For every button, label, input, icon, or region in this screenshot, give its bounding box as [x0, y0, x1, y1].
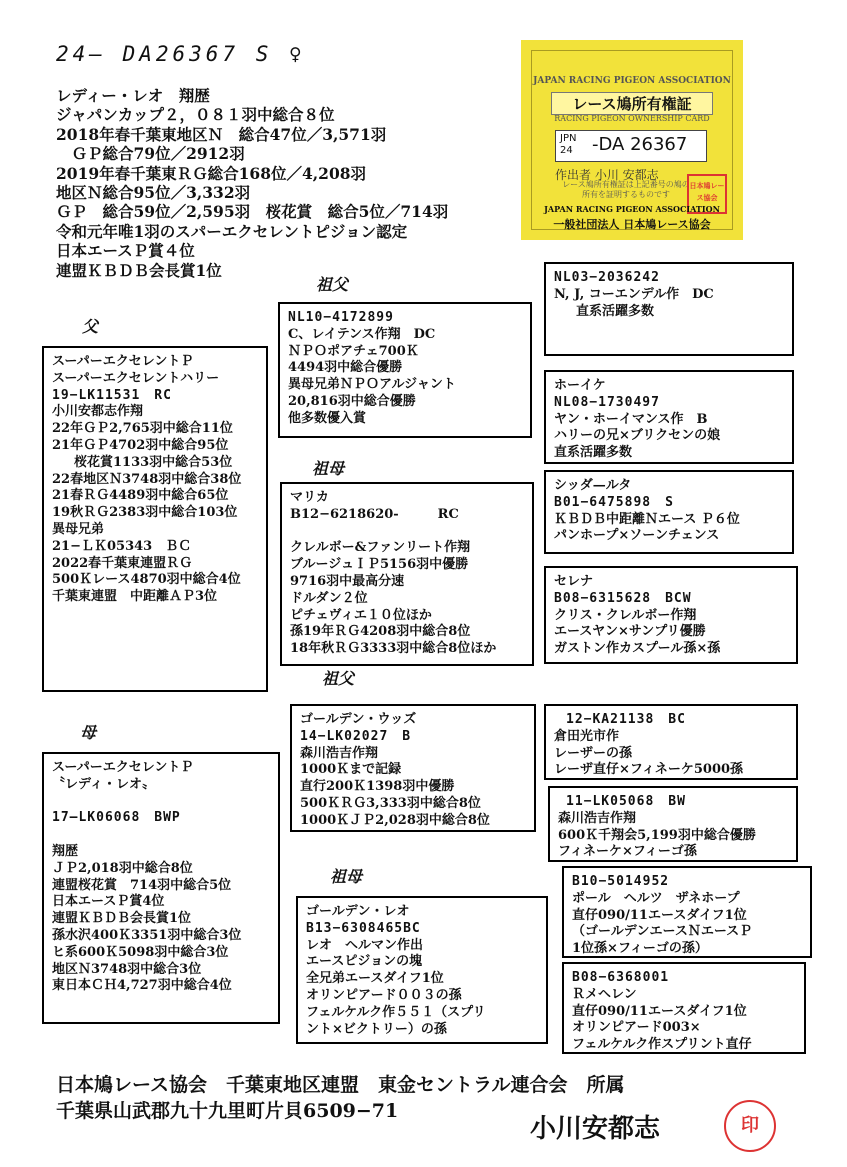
ownership-card [521, 40, 743, 240]
great-grandparent-box-1 [544, 262, 794, 356]
granddam2-line: レオ ヘルマン作出 [306, 937, 424, 953]
dam-box [42, 752, 280, 1024]
dam-line: 連盟ＫＢＤＢ会長賞1位 [52, 911, 192, 927]
ggp8-line: フェルケルク作スプリント直仔 [572, 1037, 752, 1053]
grandsire2-line: ゴールデン・ウッズ [300, 712, 417, 727]
granddam1-line [290, 524, 524, 541]
sire-line: スーパーエクセレントＰ [52, 354, 194, 369]
ggp8-ring: B08−6368001 [572, 970, 670, 985]
grandsire1-ring: NL10−4172899 [288, 310, 394, 325]
summary-line: 令和元年唯1羽のスパーエクセレントピジョン認定 [56, 221, 408, 241]
card-maker: 作出者 小川 安都志 [555, 168, 659, 182]
granddam2-line: オリンピアード００３の孫 [306, 987, 462, 1003]
grandsire2-line: 直行200Ｋ1398羽中優勝 [300, 779, 455, 795]
sire-line: スーパーエクセレントハリー [52, 370, 220, 386]
granddam1-line: クレルボー&ファンリート作翔 [290, 540, 471, 556]
ggp7-line: 1位孫×フィーゴの孫） [572, 941, 708, 957]
sire-line: 異母兄弟 [52, 521, 105, 537]
ggp1-line: 直系活躍多数 [576, 303, 655, 319]
granddam2-line: 全兄弟エースダイフ1位 [306, 971, 444, 987]
grandsire2-line: 500ＫＲＧ3,333羽中総合8位 [300, 795, 481, 811]
ggp6-line: フィネーケ×フィーゴ孫 [558, 844, 697, 860]
summary-line: 2019年春千葉東ＲＧ総合168位／4,208羽 [56, 163, 367, 183]
ggp2-line: ヤン・ホーイマンス作 B [554, 411, 708, 427]
granddam2-line: ゴールデン・レオ [306, 904, 410, 919]
grandsire-box-2 [290, 704, 536, 832]
granddam1-line: ブルージュＩＰ5156羽中優勝 [290, 557, 469, 573]
ggp1-line: N, J, コーエンデル作 DC [554, 286, 714, 302]
sire-line: 22年ＧＰ2,765羽中総合11位 [52, 421, 233, 437]
ggp8-line: オリンピアード003× [572, 1020, 701, 1036]
ggp3-line: ＫＢＤＢ中距離Ｎエース Ｐ６位 [554, 511, 740, 527]
ggp6-line: 森川浩吉作翔 [558, 810, 637, 826]
ggp8-line: Ｒメヘレン [572, 986, 637, 1002]
dam-line: 孫水沢400Ｋ3351羽中総合3位 [52, 927, 242, 943]
sire-line: 桜花賞1133羽中総合53位 [74, 454, 233, 470]
ggp6-ring: 11−LK05068 BW [566, 794, 686, 809]
granddam1-line: 孫19年ＲＧ4208羽中総合8位 [290, 624, 471, 640]
dam-line [52, 827, 270, 844]
sire-line: 500Ｋレース4870羽中総合4位 [52, 572, 241, 588]
ggp5-line: レーザ直仔×フィネーケ5000孫 [554, 762, 744, 778]
card-org-en: JAPAN RACING PIGEON ASSOCIATION [533, 76, 731, 86]
grandsire1-line: 20,816羽中総合優勝 [288, 393, 416, 409]
granddam1-ring: B12−6218620- RC [290, 506, 459, 522]
card-assoc-en: JAPAN RACING PIGEON ASSOCIATION [544, 204, 720, 214]
granddam-label-1: 祖母 [312, 459, 345, 478]
granddam1-line: ドルダン２位 [290, 590, 368, 606]
grandsire1-line: ＮＰＯポアチェ700Ｋ [288, 343, 419, 359]
great-grandparent-box-2 [544, 370, 794, 464]
card-note: レース鳩所有権証は上記番号の鳩の所有を証明するものです [562, 180, 690, 199]
grandsire1-line: 異母兄弟ＮＰＯアルジャント [288, 377, 456, 393]
great-grandparent-box-7 [562, 866, 812, 958]
card-ring-box [555, 130, 707, 162]
sire-line: 22春地区Ｎ3748羽中総合38位 [52, 471, 242, 487]
summary-line: 日本エースＰ賞４位 [56, 241, 195, 261]
summary-line: ＧＰ 総合59位／2,595羽 桜花賞 総合5位／714羽 [56, 202, 449, 222]
sire-line: 19秋ＲＧ2383羽中総合103位 [52, 505, 238, 521]
great-grandparent-box-4 [544, 566, 798, 664]
card-title-en: RACING PIGEON OWNERSHIP CARD [554, 114, 710, 123]
grandsire2-ring: 14−LK02027 B [300, 728, 412, 744]
owner-name: 小川安都志 [530, 1114, 661, 1144]
great-grandparent-box-5 [544, 704, 798, 780]
summary-line: 2018年春千葉東地区Ｎ 総合47位／3,571羽 [56, 124, 387, 144]
granddam-box-2 [296, 896, 548, 1044]
dam-line: 日本エースＰ賞4位 [52, 894, 165, 910]
ggp7-line: （ゴールデンエースＮエースＰ [572, 924, 753, 940]
granddam2-line: ント×ビクトリー）の孫 [306, 1021, 447, 1037]
ggp4-line: セレナ [554, 574, 594, 589]
great-grandparent-box-6 [548, 786, 798, 862]
great-grandparent-box-8 [562, 962, 806, 1054]
ggp7-line: ポール ヘルツ ザネホープ [572, 890, 740, 906]
ggp7-ring: B10−5014952 [572, 874, 670, 889]
card-assoc-jp: 一般社団法人 日本鳩レース協会 [553, 218, 711, 231]
owner-seal: 印 [724, 1100, 776, 1152]
dam-line: スーパーエクセレントＰ [52, 760, 194, 775]
sire-line: 21春ＲＧ4489羽中総合65位 [52, 488, 229, 504]
dam-line: 地区Ｎ3748羽中総合3位 [52, 961, 202, 977]
sire-line: 千葉東連盟 中距離ＡＰ3位 [52, 589, 218, 605]
granddam-label-2: 祖母 [330, 867, 363, 886]
grandsire1-line: 他多数優入賞 [288, 410, 367, 426]
ggp3-ring: B01−6475898 S [554, 494, 674, 510]
granddam2-line: エースピジョンの塊 [306, 954, 423, 970]
summary-line: ＧＰ総合79位／2912羽 [56, 144, 245, 164]
grandsire2-line: 1000ＫＪＰ2,028羽中総合8位 [300, 812, 490, 828]
ggp3-line: シッダ—ルタ [554, 478, 632, 493]
ggp4-ring: B08−6315628 BCW [554, 590, 692, 606]
card-jpn: JPN 24 [560, 133, 577, 156]
summary-line: 地区Ｎ総合95位／3,332羽 [56, 183, 251, 203]
ring-number: 24— DA26367 S ♀ [56, 42, 306, 66]
granddam2-ring: B13−6308465BC [306, 920, 421, 936]
granddam-box-1 [280, 482, 534, 666]
granddam1-line: ピチェヴィエ１０位ほか [290, 607, 432, 623]
sire-line: 21年ＧＰ4702羽中総合95位 [52, 437, 229, 453]
dam-ring: 17—LK06068 BWP [52, 810, 181, 826]
grandsire1-line: C、レイテンス作翔 DC [288, 326, 436, 342]
ggp1-ring: NL03−2036242 [554, 270, 660, 285]
dam-line: 連盟桜花賞 714羽中総合5位 [52, 877, 232, 893]
grandsire-label-1: 祖父 [316, 275, 349, 294]
ggp7-line: 直仔090/11エースダイフ1位 [572, 907, 747, 923]
sire-line: 2022春千葉東連盟ＲＧ [52, 555, 193, 571]
footer-address: 千葉県山武郡九十九里町片貝6509−71 [56, 1100, 399, 1122]
dam-label: 母 [80, 723, 97, 742]
granddam2-line: フェルケルク作５５１（スプリ [306, 1004, 486, 1020]
dam-line: 東日本ＣＨ4,727羽中総合4位 [52, 978, 232, 994]
ggp5-line: レーザーの孫 [554, 745, 633, 761]
granddam1-line: 9716羽中最高分速 [290, 573, 405, 589]
grandsire2-line: 森川浩吉作翔 [300, 745, 379, 761]
grandsire-label-2: 祖父 [322, 669, 355, 688]
card-stamp: 日本鳩レース協会 [687, 174, 727, 214]
ggp4-line: クリス・クレルボー作翔 [554, 607, 697, 623]
card-ring: -DA 26367 [592, 134, 688, 155]
dam-line: ヒ系600Ｋ5098羽中総合3位 [52, 944, 229, 960]
great-grandparent-box-3 [544, 470, 794, 554]
footer-affiliation: 日本鳩レース協会 千葉東地区連盟 東金セントラル連合会 所属 [56, 1074, 625, 1096]
ggp2-line: 直系活躍多数 [554, 445, 633, 461]
race-summary [56, 86, 448, 280]
sire-ring: 19−LK11531 RC [52, 387, 172, 403]
sire-line: 小川安都志作翔 [52, 404, 144, 420]
sire-label: 父 [82, 317, 99, 336]
sire-box [42, 346, 268, 692]
grandsire-box-1 [278, 302, 532, 438]
dam-line: 翔歴 [52, 843, 79, 859]
summary-line: 連盟ＫＢＤＢ会長賞1位 [56, 260, 222, 280]
summary-line: レディー・レオ 翔歴 [56, 86, 210, 105]
granddam1-line: マリカ [290, 490, 329, 505]
ggp4-line: ガストン作カスプール孫×孫 [554, 641, 721, 657]
ggp3-line: パンホープ×ソーンチェンス [554, 528, 720, 544]
summary-line: ジャパンカップ２，０８１羽中総合８位 [56, 105, 335, 125]
dam-line [52, 794, 270, 811]
grandsire1-line: 4494羽中総合優勝 [288, 360, 403, 376]
granddam1-line: 18年秋ＲＧ3333羽中総合8位ほか [290, 641, 497, 657]
ggp5-line: 倉田光市作 [554, 728, 620, 744]
card-title: レース鳩所有権証 [551, 92, 713, 115]
grandsire2-line: 1000Ｋまで記録 [300, 762, 402, 778]
ggp6-line: 600Ｋ千翔会5,199羽中総合優勝 [558, 827, 756, 843]
dam-line: ＪＰ2,018羽中総合8位 [52, 860, 193, 876]
dam-line: 〝レディ・レオ〟 [52, 776, 155, 792]
ggp2-ring: NL08−1730497 [554, 394, 660, 410]
sire-line: 21−ＬＫ05343 ＢＣ [52, 538, 192, 554]
ggp2-line: ハリーの兄×ブリクセンの娘 [554, 428, 721, 444]
ggp5-ring: 12−KA21138 BC [566, 712, 686, 727]
ggp2-line: ホーイケ [554, 378, 606, 393]
ggp4-line: エースヤン×サンプリ優勝 [554, 624, 706, 640]
ggp8-line: 直仔090/11エースダイフ1位 [572, 1003, 747, 1019]
